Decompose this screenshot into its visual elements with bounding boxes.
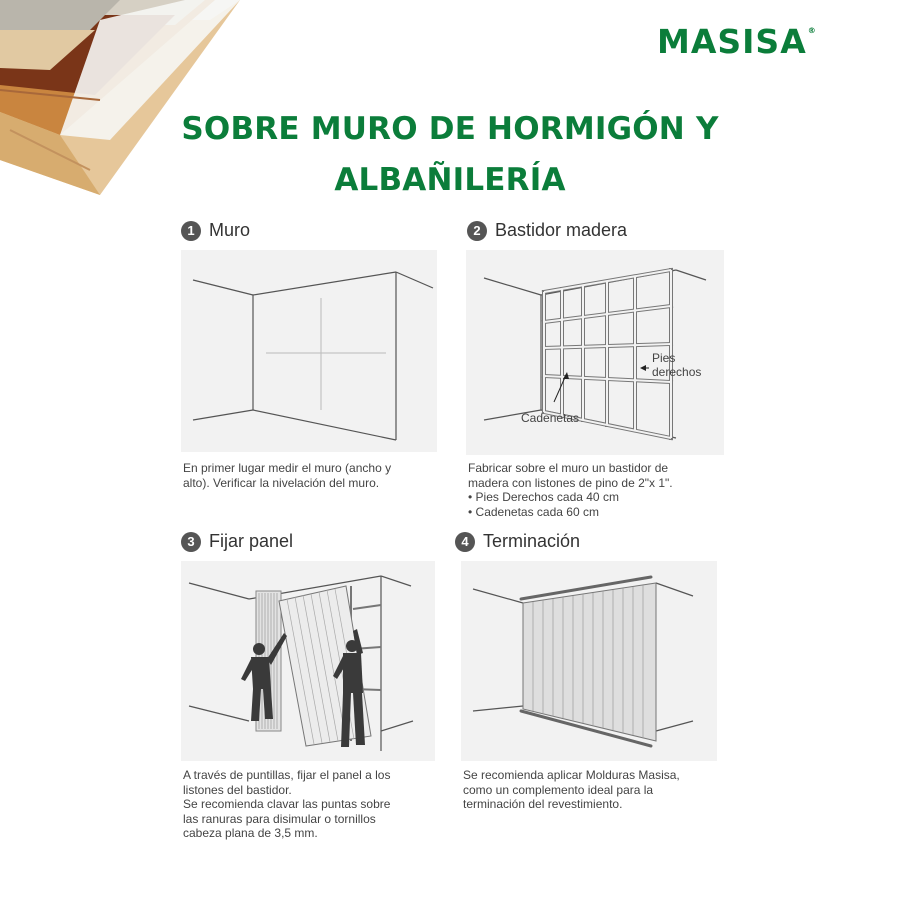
step-4-description: Se recomienda aplicar Molduras Masisa, como un complemento ideal para la terminación del revestimiento. [463,768,680,811]
brand-name: MASISA [657,22,807,61]
step-1-number: 1 [181,221,201,241]
step-4-illustration [461,561,717,761]
title-line-1: SOBRE MURO DE HORMIGÓN Y [181,111,719,147]
label-pies: Pies [652,351,676,365]
step-3-illustration [181,561,435,761]
title-line-2: ALBAÑILERÍA [334,162,566,198]
step-2-title: Bastidor madera [495,220,628,240]
step-1-title: Muro [209,220,251,240]
step-2-description: Fabricar sobre el muro un bastidor de madera con listones de pino de 2"x 1". • Pies Derechos cada 40 cm • Cadenetas cada 60 cm [468,461,673,519]
step-2-illustration [466,250,724,455]
masisa-logo [657,22,817,61]
step-4-number: 4 [455,532,475,552]
registered-mark: ® [807,26,817,35]
step-1-illustration [181,250,437,452]
step-4-title: Terminación [483,531,581,551]
step-2-heading [467,220,627,241]
step-1-description: En primer lugar medir el muro (ancho y alto). Verificar la nivelación del muro. [183,461,392,490]
step-4-heading [455,531,580,552]
step-1-heading [181,220,250,241]
label-derechos: derechos [652,365,702,379]
label-cadenetas: Cadenetas [521,411,580,425]
page-title [100,104,800,206]
step-3-number: 3 [181,532,201,552]
step-2-number: 2 [467,221,487,241]
step-3-description: A través de puntillas, fijar el panel a los listones del bastidor. Se recomienda clavar las puntas sobre las ranuras para disimular o tornillos cabeza plana de 3,5 mm. [183,768,391,840]
step-3-title: Fijar panel [209,531,294,551]
step-3-heading [181,531,293,552]
